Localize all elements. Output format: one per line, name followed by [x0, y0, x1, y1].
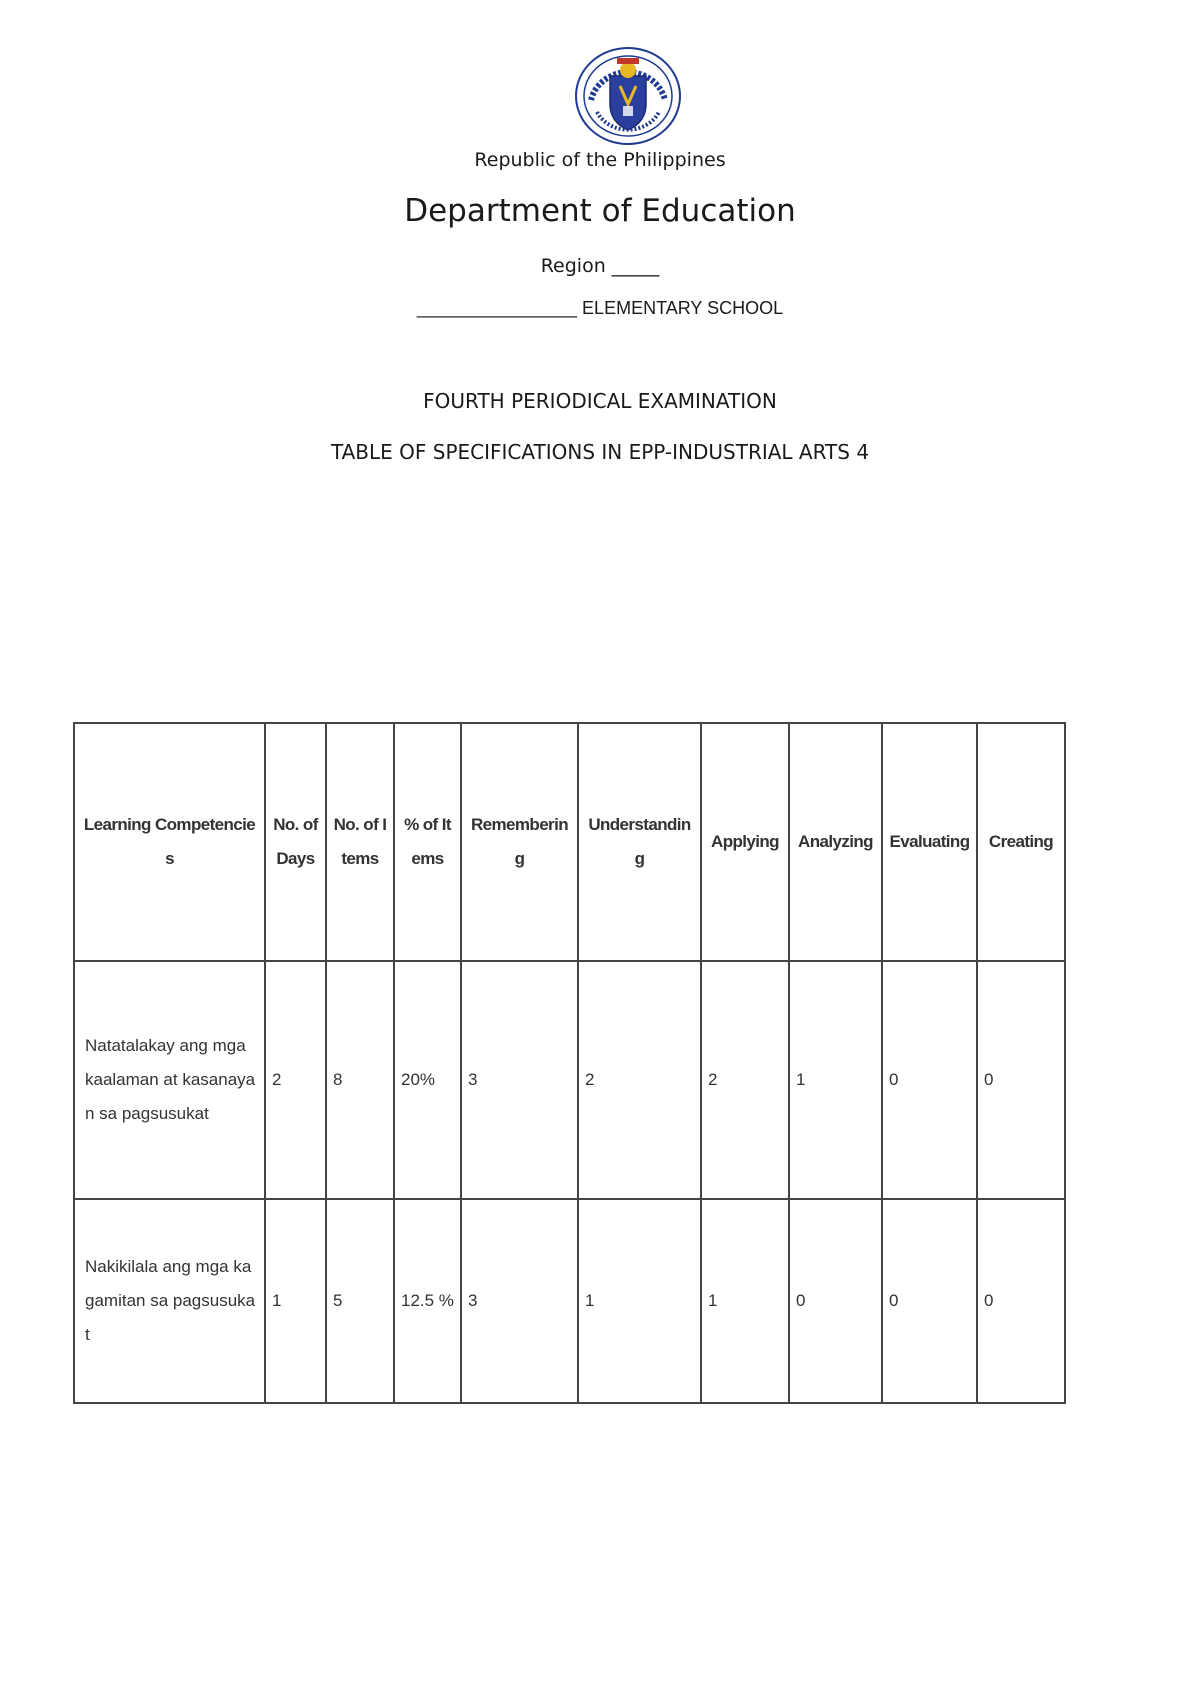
deped-seal-icon — [573, 46, 683, 146]
table-header-row — [74, 723, 1065, 961]
col-header-items: No. of Items — [326, 723, 394, 961]
cell-percent: 12.5 % — [394, 1199, 461, 1403]
col-header-remembering: Remembering — [461, 723, 578, 961]
cell-applying: 2 — [701, 961, 789, 1199]
col-header-understanding: Understanding — [578, 723, 701, 961]
republic-line: Republic of the Philippines — [474, 149, 726, 171]
table-row — [74, 1199, 1065, 1403]
deped-seal — [573, 46, 683, 146]
col-header-days: No. of Days — [265, 723, 326, 961]
school-line: ________________ ELEMENTARY SCHOOL — [416, 298, 784, 318]
cell-items: 5 — [326, 1199, 394, 1403]
region-line: Region _____ — [540, 255, 660, 277]
cell-remembering: 3 — [461, 1199, 578, 1403]
cell-items: 8 — [326, 961, 394, 1199]
cell-understanding: 1 — [578, 1199, 701, 1403]
col-header-creating: Creating — [977, 723, 1065, 961]
cell-creating: 0 — [977, 961, 1065, 1199]
cell-competency: Nakikilala ang mga kagamitan sa pagsusukat — [74, 1199, 265, 1403]
cell-evaluating: 0 — [882, 1199, 977, 1403]
col-header-evaluating: Evaluating — [882, 723, 977, 961]
cell-remembering: 3 — [461, 961, 578, 1199]
specifications-table — [73, 722, 1066, 1404]
cell-creating: 0 — [977, 1199, 1065, 1403]
tos-title: TABLE OF SPECIFICATIONS IN EPP-INDUSTRIAL ARTS 4 — [330, 440, 870, 464]
cell-percent: 20% — [394, 961, 461, 1199]
cell-applying: 1 — [701, 1199, 789, 1403]
cell-competency: Natatalakay ang mga kaalaman at kasanayan sa pagsusukat — [74, 961, 265, 1199]
cell-analyzing: 1 — [789, 961, 882, 1199]
col-header-learning-competencies: Learning Competencies — [74, 723, 265, 961]
cell-days: 1 — [265, 1199, 326, 1403]
department-title: Department of Education — [404, 193, 796, 229]
cell-evaluating: 0 — [882, 961, 977, 1199]
exam-title: FOURTH PERIODICAL EXAMINATION — [423, 389, 777, 413]
cell-analyzing: 0 — [789, 1199, 882, 1403]
table-row — [74, 961, 1065, 1199]
cell-understanding: 2 — [578, 961, 701, 1199]
col-header-percent-items: % of Items — [394, 723, 461, 961]
col-header-applying: Applying — [701, 723, 789, 961]
cell-days: 2 — [265, 961, 326, 1199]
col-header-analyzing: Analyzing — [789, 723, 882, 961]
